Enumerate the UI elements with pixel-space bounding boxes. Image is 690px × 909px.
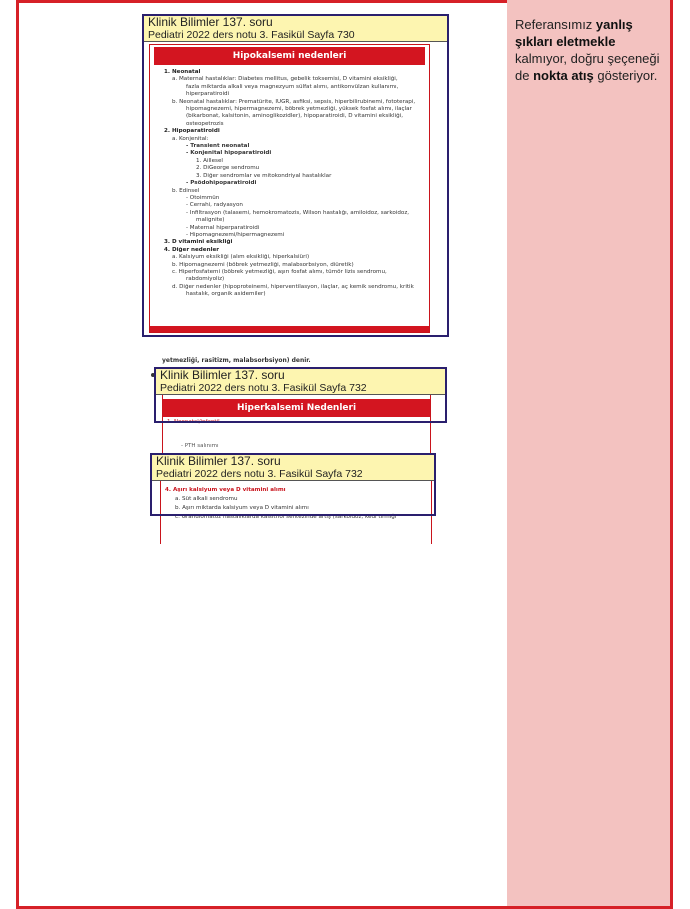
doc-line: 1. Neonatal/infantil [167, 419, 220, 425]
doc-line: - Psödohipoparatiroidi [186, 180, 257, 187]
doc-line: (bikarbonat, kalsitonin, aminoglikozidler), hipoparatiroidi, D vitamini eksikliği, [186, 113, 404, 120]
highlight-box-1 [142, 14, 449, 337]
doc-line: malignite) [196, 217, 225, 224]
doc-line: c. Hiperfosfatemi (böbrek yetmezliği, aşırı fosfat alımı, tümör lizis sendromu, [172, 268, 387, 275]
doc-line: hipomagnezemi, hipermagnezemi, böbrek yetmezliği, yüksek fosfat alımı, ilaçlar [186, 106, 412, 113]
doc-line: - Transient neonatal [186, 143, 250, 150]
doc-line: fazla miktarda alkali veya magnezyum sülfat alımı, antikonvülzan kullanımı, [186, 83, 399, 90]
doc-line: b. Neonatal hastalıklar: Prematürite, IUGR, asfiksi, sepsis, hiperbilirubinemi, fototerapi, [172, 98, 416, 105]
label-title: Klinik Bilimler 137. soru [148, 15, 273, 29]
doc-line: b. Aşırı miktarda kalsiyum veya D vitamini alımı [175, 505, 309, 511]
doc-line: - Maternal hiperparatiroidi [186, 224, 260, 231]
doc-line: osteopetrozis [186, 120, 224, 127]
doc-line: a. Konjenital: [172, 135, 209, 142]
doc-line: rabdomiyoliz) [186, 276, 225, 283]
label-subtitle: Pediatri 2022 ders notu 3. Fasikül Sayfa 732 [156, 468, 363, 480]
doc-line: hastalık, organik asidemiler) [186, 291, 266, 298]
doc-line: b. Edinsel [172, 187, 200, 194]
sidebar-panel [507, 0, 670, 906]
label-subtitle: Pediatri 2022 ders notu 3. Fasikül Sayfa 732 [160, 382, 367, 394]
doc-line: a. Kalsiyum eksikliği (alım eksikliği, hiperkalsiüri) [172, 254, 310, 261]
doc-line: 1. Aillesel [196, 157, 223, 164]
doc-title: Hipokalsemi nedenleri [154, 47, 425, 65]
doc-line: d. Diğer nedenler (hipoproteinemi, hiperventilasyon, ilaçlar, aç kemik sendromu, kritik [172, 283, 414, 290]
doc-line: a. Süt alkali sendromu [175, 496, 238, 502]
doc-line: a. Maternal hastalıklar: Diabetes mellitus, gebelik toksemisi, D vitamini eksikliği, [172, 76, 398, 83]
doc-line: c. Granülomatöz hastalıklarda kalsitriol sentezinde artış (sarkoidoz, kedi tırmığı [175, 514, 397, 520]
label-title: Klinik Bilimler 137. soru [156, 454, 281, 468]
doc-title: Hiperkalsemi Nedenleri [163, 399, 430, 417]
doc-line: - Otoimmün [186, 194, 220, 201]
doc-line: - PTH salınımı [181, 443, 219, 449]
doc-line: 3. Diğer sendromlar ve mitokondriyal hastalıklar [196, 172, 332, 179]
doc-line: - Cerrahi, radyasyon [186, 202, 243, 209]
doc-line: hiperparatiroidi [186, 91, 230, 98]
highlight-box-2 [154, 367, 447, 423]
doc-line: 1. Neonatal [164, 69, 201, 75]
label-subtitle: Pediatri 2022 ders notu 3. Fasikül Sayfa 730 [148, 29, 355, 41]
cut-text: yetmezliği, rasitizm, malabsorbsiyon) denir. [162, 357, 311, 364]
label-title: Klinik Bilimler 137. soru [160, 368, 285, 382]
doc-line: - Konjenital hipoparatiroidi [186, 150, 272, 157]
doc-line: 3. D vitamini eksikliği [164, 239, 233, 246]
doc-line: 4. Aşırı kalsiyum veya D vitamini alımı [165, 487, 286, 493]
doc-line: 2. Hipoparatiroidi [164, 128, 220, 135]
doc-line: - Hipomagnezemi/hipermagnezemi [186, 231, 285, 238]
highlight-box-3 [150, 453, 436, 516]
doc-line: b. Hipomagnezemi (böbrek yetmezliği, malabsorbsiyon, diüretik) [172, 261, 354, 268]
sidebar-text: Referansımız yanlış şıkları eletmekle kalmıyor, doğru şeçeneği de nokta atış gösteriyor. [515, 17, 660, 83]
doc-line: 2. DiGeorge sendromu [196, 165, 260, 172]
doc-line: 4. Diğer nedenler [164, 246, 220, 253]
doc-line: - İnfiltrasyon (talasemi, hemokromatozis, Wilson hastalığı, amiloidoz, sarkoidoz, [186, 209, 410, 216]
